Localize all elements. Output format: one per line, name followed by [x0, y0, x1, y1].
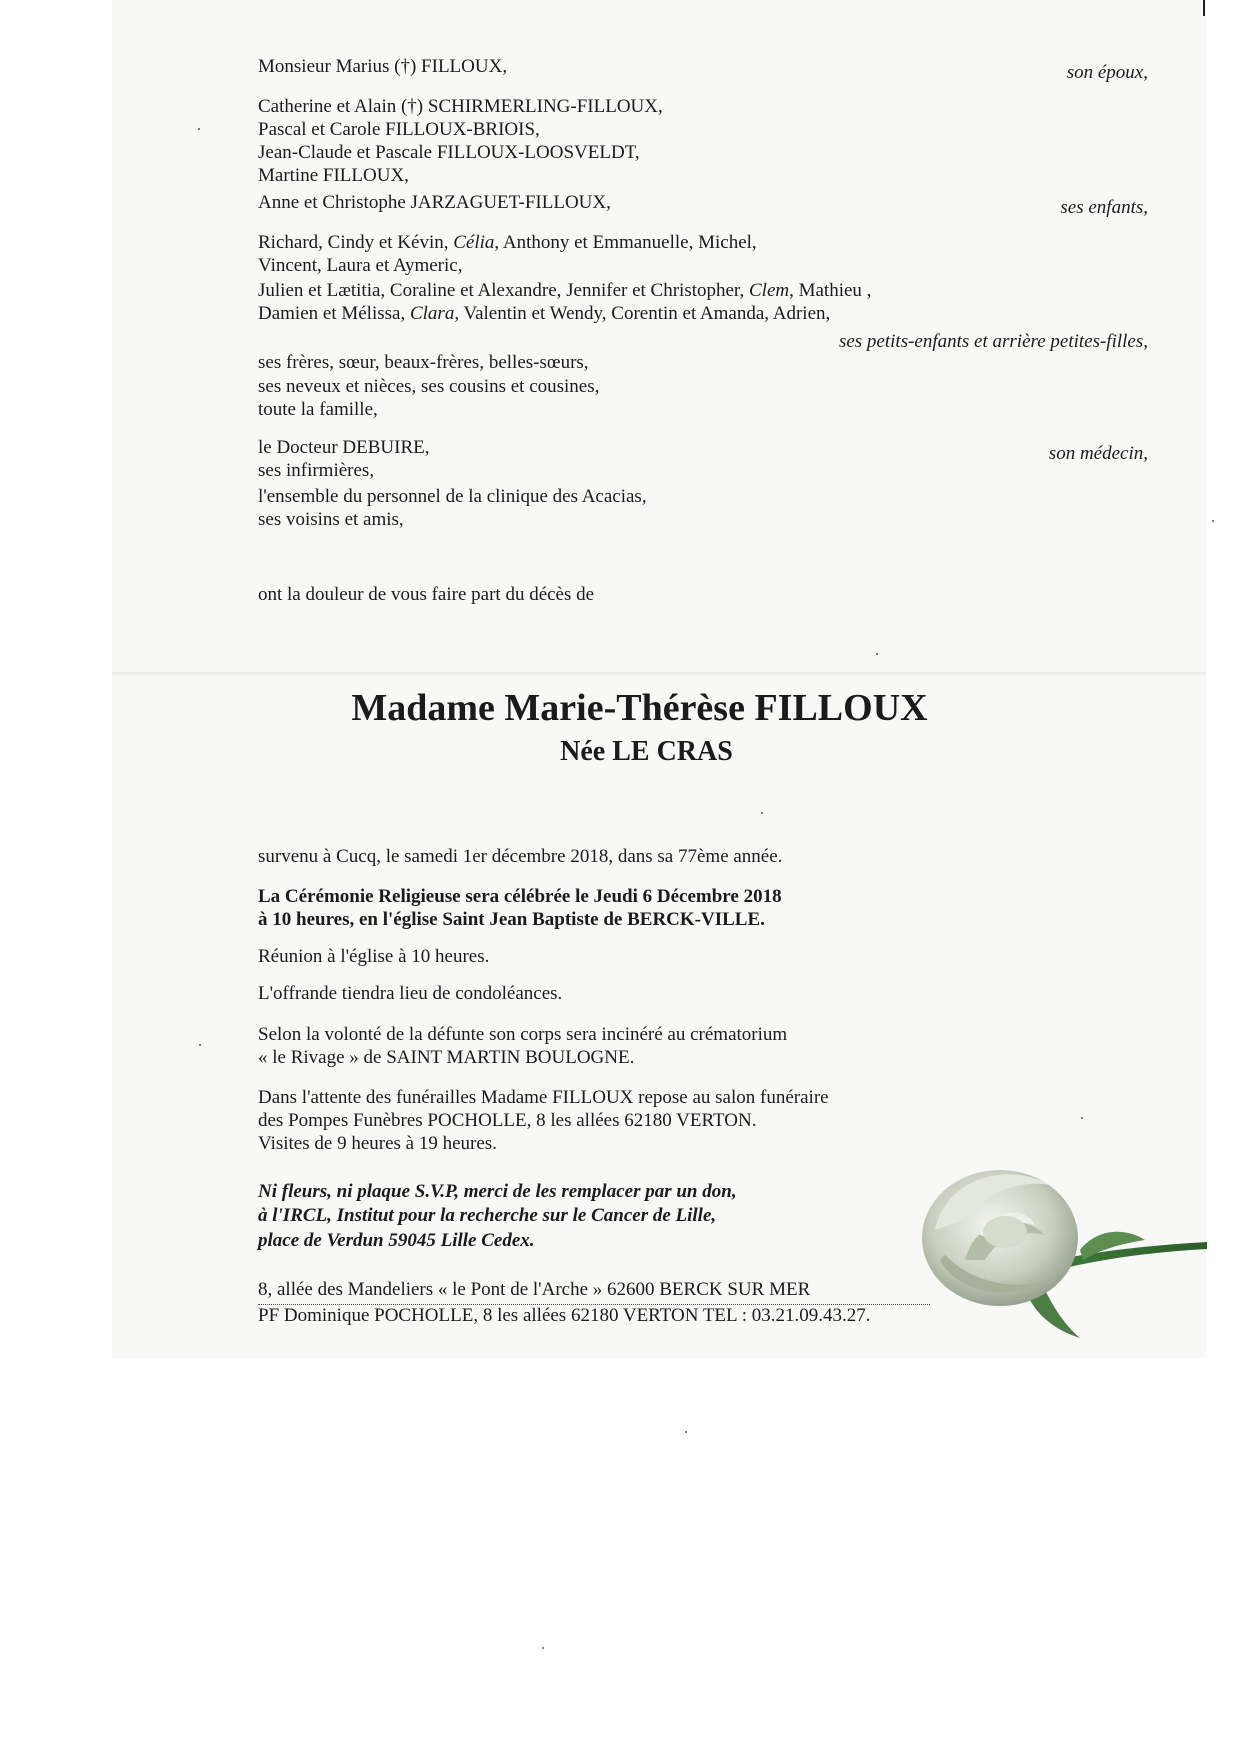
deceased-name: Madame Marie-Thérèse FILLOUX — [351, 687, 928, 729]
scan-speck — [1212, 520, 1214, 522]
child-line: Catherine et Alain (†) SCHIRMERLING-FILLOUX, — [258, 96, 663, 117]
family-address: 8, allée des Mandeliers « le Pont de l'Arche » 62600 BERCK SUR MER — [258, 1279, 811, 1300]
child-line: Jean-Claude et Pascale FILLOUX-LOOSVELDT, — [258, 142, 640, 163]
rest-line: Dans l'attente des funérailles Madame FILLOUX repose au salon funéraire — [258, 1087, 829, 1108]
grandchildren-role: ses petits-enfants et arrière petites-filles, — [838, 331, 1148, 352]
meeting-info: Réunion à l'église à 10 heures. — [258, 946, 490, 967]
care-line: l'ensemble du personnel de la clinique des Acacias, — [258, 486, 647, 507]
deceased-birth-name: Née LE CRAS — [560, 736, 733, 767]
rest-line: des Pompes Funèbres POCHOLLE, 8 les allées 62180 VERTON. — [258, 1110, 757, 1131]
grandchildren-line: Julien et Lætitia, Coraline et Alexandre, Jennifer et Christopher, Clem, Mathieu , — [258, 280, 872, 301]
husband-role: son époux, — [1066, 62, 1148, 83]
care-line: ses infirmières, — [258, 460, 375, 481]
cremation-line: Selon la volonté de la défunte son corps sera incinéré au crématorium — [258, 1024, 788, 1045]
care-line: ses voisins et amis, — [258, 509, 404, 530]
cremation-line: « le Rivage » de SAINT MARTIN BOULOGNE. — [258, 1047, 635, 1068]
grandchildren-line: Richard, Cindy et Kévin, Célia, Anthony et Emmanuelle, Michel, — [258, 232, 757, 253]
child-line: Anne et Christophe JARZAGUET-FILLOUX, — [258, 192, 611, 213]
relatives-line: ses frères, sœur, beaux-frères, belles-sœurs, — [258, 352, 589, 373]
flowers-line: Ni fleurs, ni plaque S.V.P, merci de les remplacer par un don, — [258, 1181, 737, 1202]
rest-line: Visites de 9 heures à 19 heures. — [258, 1133, 497, 1154]
flowers-line: à l'IRCL, Institut pour la recherche sur le Cancer de Lille, — [258, 1205, 717, 1226]
ceremony-line: à 10 heures, en l'église Saint Jean Baptiste de BERCK-VILLE. — [258, 909, 765, 930]
relatives-line: ses neveux et nièces, ses cousins et cousines, — [258, 376, 600, 397]
scan-mark — [1203, 0, 1205, 16]
funeral-home-contact: PF Dominique POCHOLLE, 8 les allées 62180 VERTON TEL : 03.21.09.43.27. — [258, 1305, 871, 1326]
doctor-name: le Docteur DEBUIRE, — [258, 437, 430, 458]
scan-speck — [1081, 1117, 1083, 1119]
white-rose-illustration — [905, 1140, 1207, 1345]
death-details: survenu à Cucq, le samedi 1er décembre 2018, dans sa 77ème année. — [258, 846, 783, 867]
doctor-role: son médecin, — [1048, 443, 1148, 464]
scan-speck — [761, 812, 763, 814]
relatives-line: toute la famille, — [258, 399, 378, 420]
scan-speck — [876, 653, 878, 655]
child-line: Martine FILLOUX, — [258, 165, 409, 186]
paper-fold — [112, 672, 1206, 676]
scan-speck — [542, 1647, 544, 1649]
grandchildren-line: Damien et Mélissa, Clara, Valentin et Wendy, Corentin et Amanda, Adrien, — [258, 303, 831, 324]
husband-name: Monsieur Marius (†) FILLOUX, — [258, 56, 508, 77]
offering-info: L'offrande tiendra lieu de condoléances. — [258, 983, 563, 1004]
grandchildren-line: Vincent, Laura et Aymeric, — [258, 255, 463, 276]
announcement: ont la douleur de vous faire part du décès de — [258, 584, 595, 605]
flowers-line: place de Verdun 59045 Lille Cedex. — [258, 1230, 535, 1251]
scan-speck — [199, 1044, 201, 1046]
scan-speck — [198, 128, 200, 130]
children-role: ses enfants, — [1060, 197, 1148, 218]
child-line: Pascal et Carole FILLOUX-BRIOIS, — [258, 119, 540, 140]
ceremony-line: La Cérémonie Religieuse sera célébrée le Jeudi 6 Décembre 2018 — [258, 886, 782, 907]
scan-speck — [685, 1431, 687, 1433]
